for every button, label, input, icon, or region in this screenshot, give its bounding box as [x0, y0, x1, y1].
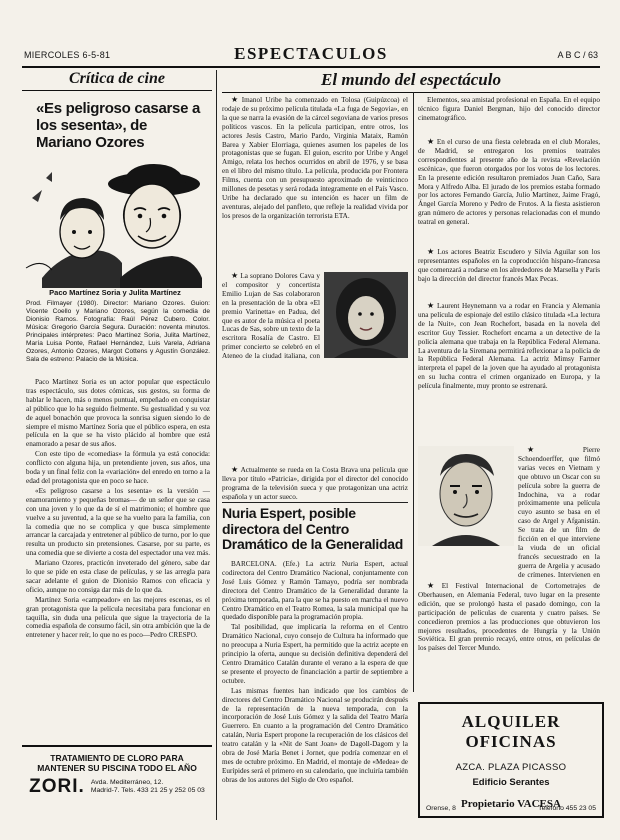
critica-paragraph: Paco Martínez Soria es un actor popular que espectáculo tras espectáculo, sus dotes cómicas, sus gestos, su forma de hablar le hacen, más o menos puntual, empeñado en conquistar al público que lo ha seguido fielmente. Su gestualidad y su voz de aquel bonachón que provoca la sonrisa siguen siendo lo de siempre el mismo Martínez Soria que el público espera, en esta película en la que se ha visto plácido al hombre que está enamorado a pesar de sus años. — [26, 378, 210, 449]
ad-line-2: MANTENER SU PISCINA TODO EL AÑO — [37, 763, 197, 773]
portrait-soprano-image — [324, 272, 408, 358]
item-text: Imanol Uribe ha comenzado en Tolosa (Guipúzcoa) el rodaje de su próximo película titulada «La fuga de Segovia», en la que se narra la evasión de la cárcel segoviana de varios presos políticos vascos. En la película participan, entre otros, los actores Jesús Castro, Mario Pardo, Virginia Mataix, Ramón Barea y Xabier Elorriaga, quienes asumen los papeles de los protagonistas que se fugan. El guion, escrito por Uribe y Angel Amigo, relata los hechos ocurridos en abril de 1976, y se basa en el libro del mismo título. La película, producida por Frontera Films, cuenta con un presupuesto aproximado de veinticinco millones de pesetas y será rodada íntegramente en el País Vasco. Uribe ha declarado que su intención es hacer un film de aventuras, alejado del panfleto, que refleje la realidad vivida por los presos de la organización terrorista ETA. — [222, 96, 408, 220]
star-icon: ★ — [527, 446, 581, 454]
ad-phone: Teléfono 455 23 05 — [538, 805, 596, 812]
cartoon-illustration — [22, 158, 208, 288]
film-credits — [26, 300, 210, 376]
item-text: La soprano Dolores Cava y el compositor y concertista Emilio Lujan de Sas colaboraron en la presentación de la obra «El premio Varinetta» en Padua, del que es autor de la música el poeta Lucas de Sas, sobre un texto de la escritora Rosalía de Castro. El primer concierto se celebró en el Ateneo de la ciudad italiana, con — [222, 272, 320, 360]
mundo-item-3 — [222, 466, 408, 500]
critica-body — [26, 378, 210, 740]
ad-address-1: Avda. Mediterráneo, 12. — [90, 779, 164, 786]
item-text: Elementos, sea amistad profesional en España. En el equipo técnico figura Daniel Bergman, hijo del conocido director cinematográfico. — [418, 96, 600, 122]
mundo-item-1 — [222, 96, 408, 268]
critica-paragraph: Con este tipo de «comedias» la fórmula ya está conocida: conflicto con alguna hija, un pretendiente joven, sus años, una boda y un final feliz con la «variación» del enredo en torno a la edad del protagonista que en poco se hace. — [26, 450, 210, 485]
ad-location: AZCA. PLAZA PICASSO — [455, 762, 567, 773]
ad-owner: Propietario VACESA — [461, 798, 561, 810]
nuria-paragraph: Las mismas fuentes han indicado que los cambios de directores del Centro Dramático Nacional se producirán después de la representación de la nueva temporada, con la incorporación de José Luis Gómez y la salida del Teatro María Guerrero. En cuanto a la programación del Centro Dramático catalán, Nuria Espert propone la recuperación de los clásicos del teatro catalán y la «Nit de Sant Joan» de Dagoll-Dagom y la obra de José María Benet i Jornet, que podría comenzar en el mes de octubre próximo. En Madrid, el montaje de «Medea» de Eurípides será el primero en su calendario, que incluiría también obras de los autores del Siglo de Oro español. — [222, 686, 408, 784]
ad-brand: ZORI. — [29, 776, 85, 797]
star-icon: ★ — [427, 302, 436, 310]
star-icon: ★ — [427, 138, 435, 146]
issue-date: MIERCOLES 6-5-81 — [24, 50, 111, 60]
star-icon: ★ — [231, 272, 239, 280]
section-title: ESPECTACULOS — [234, 44, 388, 63]
item-text: Actualmente se rueda en la Costa Brava una película que lleva por título «Patricia», dirigida por el director del conocido programa de la televisión sueca y que protagonizan una actriz española y un actor sueco. — [222, 466, 408, 500]
mundo-item-6 — [418, 248, 600, 298]
mundo-item-8 — [518, 446, 600, 578]
item-text: Pierre Schoendoerffer, que filmó varias veces en Vietnam y que obtuvo un Oscar con su película sobre la guerra de Indochina, va a rodar próximamente una película cuyo asunto se basa en el caso de Argel y Afganistán. Se trata de un film de ficción en el que interviene la viuda de un oficial francés secuestrado en la guerra de Argelia y acusado de crímenes. Intervienen en — [518, 446, 600, 578]
portrait-photo-director — [418, 446, 514, 546]
page-number: A B C / 63 — [557, 50, 598, 60]
pool-chlorine-ad — [22, 745, 212, 821]
nuria-espert-body — [222, 560, 408, 822]
star-icon: ★ — [231, 96, 240, 104]
mundo-heading: El mundo del espectáculo — [222, 70, 600, 93]
ad-address: Orense, 8 — [426, 805, 456, 812]
mundo-item-7 — [418, 302, 600, 432]
mundo-item-4 — [418, 96, 600, 134]
critica-heading: Crítica de cine — [22, 70, 212, 91]
ad-building: Edificio Serantes — [472, 777, 550, 788]
page-header — [22, 44, 600, 68]
star-icon: ★ — [427, 582, 440, 590]
portrait-director-image — [418, 446, 514, 546]
office-rental-ad — [418, 702, 604, 818]
nuria-espert-headline: Nuria Espert, posible directora del Centro Dramático de la Generalidad — [222, 505, 403, 552]
ad-title: ALQUILER OFICINAS — [461, 712, 561, 751]
item-text: Los actores Beatriz Escudero y Silvia Aguilar son los representantes españoles en la coproducción hispano-francesa que comenzará a rodarse en los alrededores de Marsella y París bajo la dirección del director francés Max Pecas. — [418, 248, 600, 283]
item-text: En el curso de una fiesta celebrada en el club Morales, de Madrid, se entregaron los premios teatrales correspondientes al presente año de la revista «Revelación escénica», que fueron otorgados por los votos de los lectores. En la presente edición resultaron premiados Juan Caño, Sara Mora y Alfredo Alba. El jurado de los premios estaba formado por los actores Fernando García, Julio Martínez, Jaime Fragó, Ángel García Moreno y Pedro de Frutos. A la fiesta asistieron gran número de actores y personas relacionadas con el mundo teatral en general. — [418, 138, 600, 227]
nuria-paragraph: BARCELONA. (Efe.) La actriz Nuria Espert, actual codirectora del Centro Dramático Nacional, conjuntamente con José Luis Gómez y Ramón Tamayo, podría ser nombrada directora del Centro Dramático de la Generalidad durante la próxima temporada, para la que se ha puesto en marcha el nuevo Centro Dramático en el Teatro Romea, la sala municipal que ha quedado disponible para la programación propia. — [222, 560, 408, 622]
ad-address-2: Madrid-7. Tels. 433 21 25 y 252 05 03 — [90, 787, 205, 794]
critica-title: «Es peligroso casarse a los sesenta», de Mariano Ozores — [36, 100, 201, 151]
item-text: Laurent Heynemann va a rodar en Francia y Alemania una película de espionaje del estilo clásico titulada «La lectura de la Nuit», con Jean Rochefort, basada en la novela del escritor Guy Tessier. Rochefort encarna a un detective de la policía alemana que trabaja en la República Federal Alemana. La aventura de la Siremana permitirá reflexionar a la policía de la República Federal Alemana. La actriz Mimsy Farmer interpreta el papel de la joven que ha ayudado al protagonista en su lucha contra el crimen organizado en Europa, y la película finalmente, muy pronto se estrenará. — [418, 302, 600, 391]
star-icon: ★ — [231, 466, 239, 474]
cartoon-caption: Paco Martínez Soria y Julita Martínez — [49, 288, 181, 297]
column-divider-1 — [216, 70, 217, 820]
portrait-photo-soprano — [324, 272, 408, 358]
item-text: El Festival Internacional de Cortometrajes de Oberhausen, en Alemania Federal, tuvo lugar en la presente edición, que se prolongó hasta el pasado domingo, con la participación de películas de cuarenta y cuatro países. Se concedieron premios a las producciones que obtuvieron los mejores resultados, procedentes de Hungría y la Unión Soviética. El gran premio recayó, entre otros, en películas de los países del Tercer Mundo. — [418, 582, 600, 653]
critica-paragraph: Mariano Ozores, practicón inveterado del género, sabe dar lo que se pide en esta clase de películas, y se las arregla para sacar adelante el guion de Dionisio Ramos con eficacia y oficio, aunque no consiga dar más de lo que da. — [26, 559, 210, 594]
mundo-item-9 — [418, 582, 600, 696]
critica-paragraph: Martínez Soria «campeador» en las mejores escenas, es el gran protagonista que la película necesitaba para funcionar en taquilla, sin duda una película que sigue la trayectoria de la comedia española de consumo fácil, sin otra ambición que la de entretener y hacer reír, lo que no es poco—Pedro CRESPO. — [26, 595, 210, 640]
mundo-item-2 — [222, 272, 320, 360]
star-icon: ★ — [427, 248, 436, 256]
nuria-paragraph: Tal posibilidad, que implicaría la reforma en el Centro Dramático Nacional, cuyo consejo de Cultura ha informado que no preocupa a Nuria Espert, ha permitido que la actriz acepte en principio la oferta, aunque su decisión definitiva dependerá del Centro Dramático Catalán durante el verano a la espera de que se presente el proyecto de financiación a partir de septiembre a octubre. — [222, 623, 408, 685]
ad-line-1: TRATAMIENTO DE CLORO PARA — [50, 753, 184, 763]
column-divider-2 — [413, 92, 414, 692]
mundo-item-5 — [418, 138, 600, 244]
credits-text: Prod. Filmayer (1980). Director: Mariano Ozores. Guion: Vicente Coello y Mariano Ozores, según la comedia de Dionisio Ramos. Fotografía: Raúl Pérez Cubero. Color. Música: Gregorio García Segura. Duración: noventa minutos. Principales intérpretes: Paco Martínez Soria, Julita Martínez, María Luisa Ponte, Rafael Hernández, Luis Varela, Adriana Ozores, Antonio Ozores, Margot Cottens y Agustín González. Sala de estreno: Palacio de la Música. — [26, 300, 210, 363]
critica-paragraph: «Es peligroso casarse a los sesenta» es la versión —enamoramiento y pequeñas bromas— de un señor que se casa con una joven y lo que da de sí el matrimonio; el hombre que vuelve a su juventud, a la que se ha vuelto para la familia, con la comedia que no se complica y que busca simplemente arrancar la carcajada y entretener al público de turno, por lo que resulta un producto sin pretensiones. Casarse, por su parte, es una comedia que se divierte a costa del espectador una vez más. — [26, 486, 210, 558]
divider-line — [222, 502, 408, 503]
